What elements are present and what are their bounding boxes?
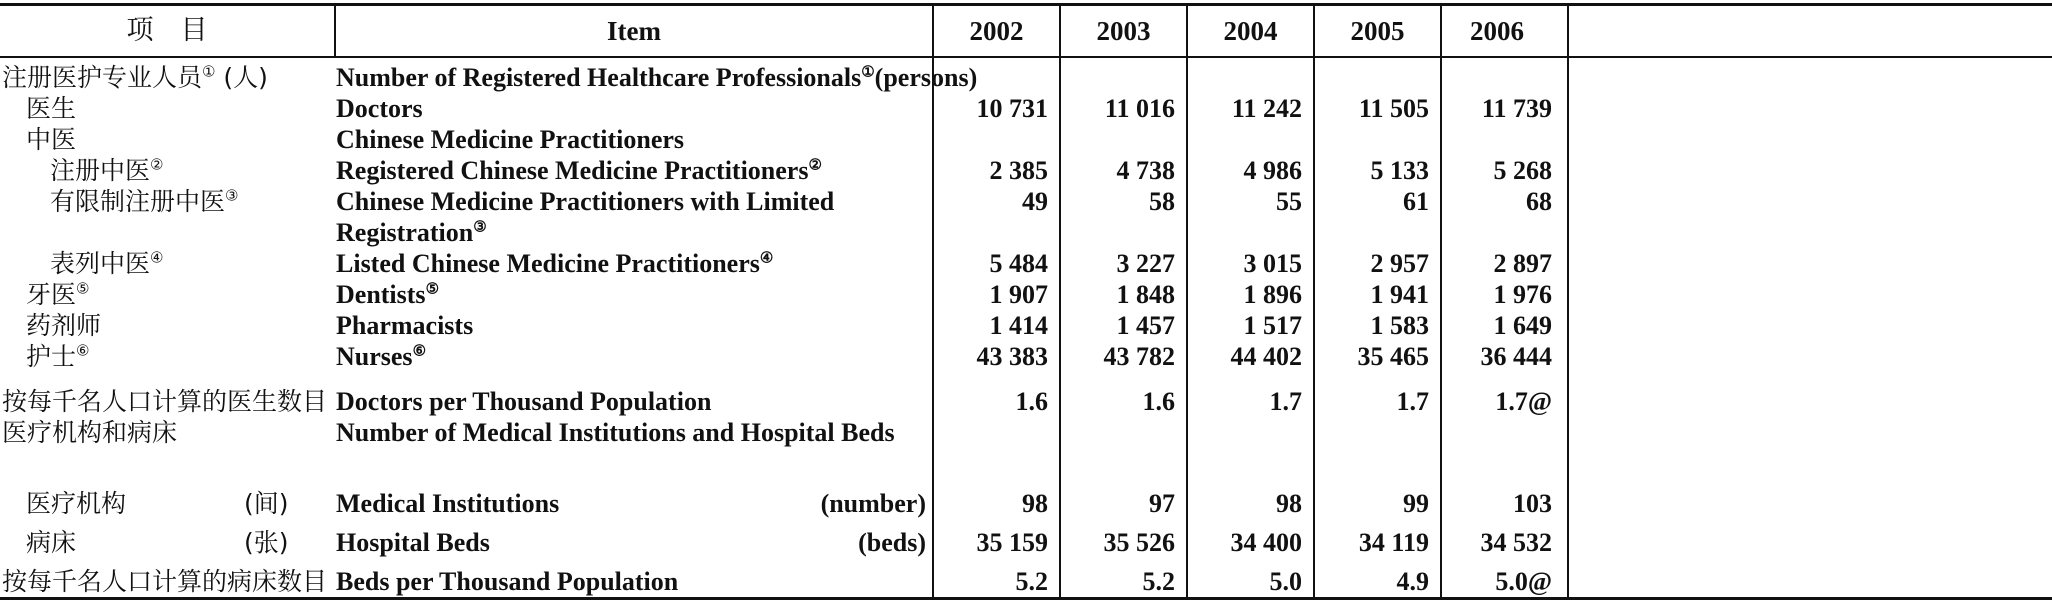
row-label-zh: 医疗机构和病床: [2, 418, 178, 447]
value-cell-2005: 4.9: [1396, 567, 1429, 596]
value-cell-2006: 1 649: [1493, 311, 1552, 340]
value-cell-2006: 11 739: [1481, 94, 1552, 123]
row-label-zh: 病床: [26, 528, 77, 557]
value-cell-2003: 97: [1149, 489, 1175, 518]
value-cell-2002: 5 484: [989, 249, 1048, 278]
row-label-zh: 护士⑥: [26, 341, 90, 371]
value-cell-2004: 5.0: [1269, 567, 1302, 596]
row-label-en: Pharmacists: [336, 311, 474, 340]
value-cell-2003: 5.2: [1142, 567, 1175, 596]
bottom-rule: [0, 597, 2052, 600]
row-label-en: Doctors: [336, 94, 423, 123]
header-year-2002: 2002: [969, 16, 1024, 46]
row-label-zh: 注册中医②: [50, 155, 164, 185]
value-cell-2004: 1 896: [1243, 280, 1302, 309]
value-cell-2005: 5 133: [1370, 156, 1429, 185]
value-cell-2003: 1 457: [1116, 311, 1175, 340]
row-label-zh: 医生: [26, 94, 77, 123]
value-cell-2006: 34 532: [1480, 528, 1552, 557]
row-unit-en: (beds): [858, 528, 926, 557]
value-cell-2005: 35 465: [1357, 342, 1429, 371]
value-cell-2002: 43 383: [976, 342, 1048, 371]
row-unit-zh: (间): [244, 489, 289, 518]
value-cell-2003: 1.6: [1142, 387, 1175, 416]
value-cell-2002: 49: [1022, 187, 1048, 216]
value-cell-2003: 3 227: [1116, 249, 1175, 278]
row-label-zh: 注册医护专业人员① (人): [2, 62, 268, 92]
value-cell-2005: 1 941: [1370, 280, 1429, 309]
value-cell-2005: 11 505: [1358, 94, 1429, 123]
row-label-en: Chinese Medicine Practitioners: [336, 125, 685, 154]
value-cell-2002: 98: [1022, 489, 1048, 518]
row-label-zh: 表列中医④: [50, 248, 164, 278]
value-cell-2006: 2 897: [1493, 249, 1552, 278]
row-label-en: Listed Chinese Medicine Practitioners④: [336, 249, 774, 278]
row-label-zh: 医疗机构: [26, 489, 127, 518]
row-label-en: Nurses⑥: [336, 342, 427, 371]
value-cell-2002: 1 414: [989, 311, 1048, 340]
header-rule: [0, 56, 2052, 58]
row-label-zh: 牙医⑤: [26, 279, 90, 309]
value-cell-2006: 103: [1513, 489, 1552, 518]
row-label-en: Chinese Medicine Practitioners with Limited: [336, 187, 835, 216]
value-cell-2003: 1 848: [1116, 280, 1175, 309]
value-cell-2005: 1.7: [1396, 387, 1429, 416]
value-cell-2004: 1 517: [1243, 311, 1302, 340]
value-cell-2005: 1 583: [1370, 311, 1429, 340]
header-item-zh: 项 目: [126, 15, 208, 46]
value-cell-2005: 34 119: [1358, 528, 1429, 557]
value-cell-2004: 4 986: [1243, 156, 1302, 185]
row-label-en: Hospital Beds: [336, 528, 490, 557]
header-year-2003: 2003: [1096, 16, 1151, 46]
row-label-zh: 按每千名人口计算的医生数目: [2, 387, 328, 416]
value-cell-2003: 4 738: [1116, 156, 1175, 185]
top-rule: [0, 3, 2052, 6]
row-label-zh: 药剂师: [26, 311, 102, 340]
value-cell-2006: 36 444: [1480, 342, 1552, 371]
value-cell-2002: 10 731: [976, 94, 1048, 123]
row-label-en: Doctors per Thousand Population: [336, 387, 712, 416]
row-label-zh: 按每千名人口计算的病床数目: [2, 567, 328, 596]
value-cell-2006: 1 976: [1493, 280, 1552, 309]
value-cell-2002: 35 159: [976, 528, 1048, 557]
header-year-2005: 2005: [1350, 16, 1405, 46]
value-cell-2002: 1 907: [989, 280, 1048, 309]
row-label-zh: 有限制注册中医③: [50, 186, 239, 216]
value-cell-2004: 1.7: [1269, 387, 1302, 416]
header-year-2004: 2004: [1223, 16, 1278, 46]
value-cell-2005: 2 957: [1370, 249, 1429, 278]
value-cell-2005: 99: [1403, 489, 1429, 518]
header-item-en: Item: [607, 16, 661, 46]
value-cell-2006: 5.0@: [1495, 567, 1552, 596]
value-cell-2006: 1.7@: [1495, 387, 1552, 416]
row-unit-en: (number): [820, 489, 926, 518]
row-label-zh: 中医: [26, 125, 77, 154]
value-cell-2002: 5.2: [1015, 567, 1048, 596]
value-cell-2003: 35 526: [1103, 528, 1175, 557]
value-cell-2004: 98: [1276, 489, 1302, 518]
value-cell-2004: 3 015: [1243, 249, 1302, 278]
row-label-en: Registered Chinese Medicine Practitioners②: [336, 156, 822, 185]
row-label-en: Number of Medical Institutions and Hospital Beds: [336, 418, 895, 447]
row-unit-zh: (张): [244, 528, 289, 557]
header-year-2006: 2006: [1470, 16, 1524, 46]
value-cell-2004: 55: [1276, 187, 1302, 216]
value-cell-2002: 2 385: [989, 156, 1048, 185]
value-cell-2003: 58: [1149, 187, 1175, 216]
row-label-en: Dentists⑤: [336, 280, 440, 309]
value-cell-2005: 61: [1403, 187, 1429, 216]
value-cell-2004: 11 242: [1231, 94, 1302, 123]
value-cell-2003: 11 016: [1104, 94, 1175, 123]
value-cell-2006: 68: [1526, 187, 1552, 216]
value-cell-2004: 44 402: [1230, 342, 1302, 371]
row-label-en: Beds per Thousand Population: [336, 567, 679, 596]
value-cell-2002: 1.6: [1015, 387, 1048, 416]
col-divider: [1567, 6, 1569, 597]
row-label-en: Medical Institutions: [336, 489, 560, 518]
value-cell-2003: 43 782: [1103, 342, 1175, 371]
value-cell-2004: 34 400: [1230, 528, 1302, 557]
value-cell-2006: 5 268: [1493, 156, 1552, 185]
row-label-en: Registration③: [336, 218, 487, 247]
row-label-en: Number of Registered Healthcare Professionals①(persons): [336, 63, 978, 92]
